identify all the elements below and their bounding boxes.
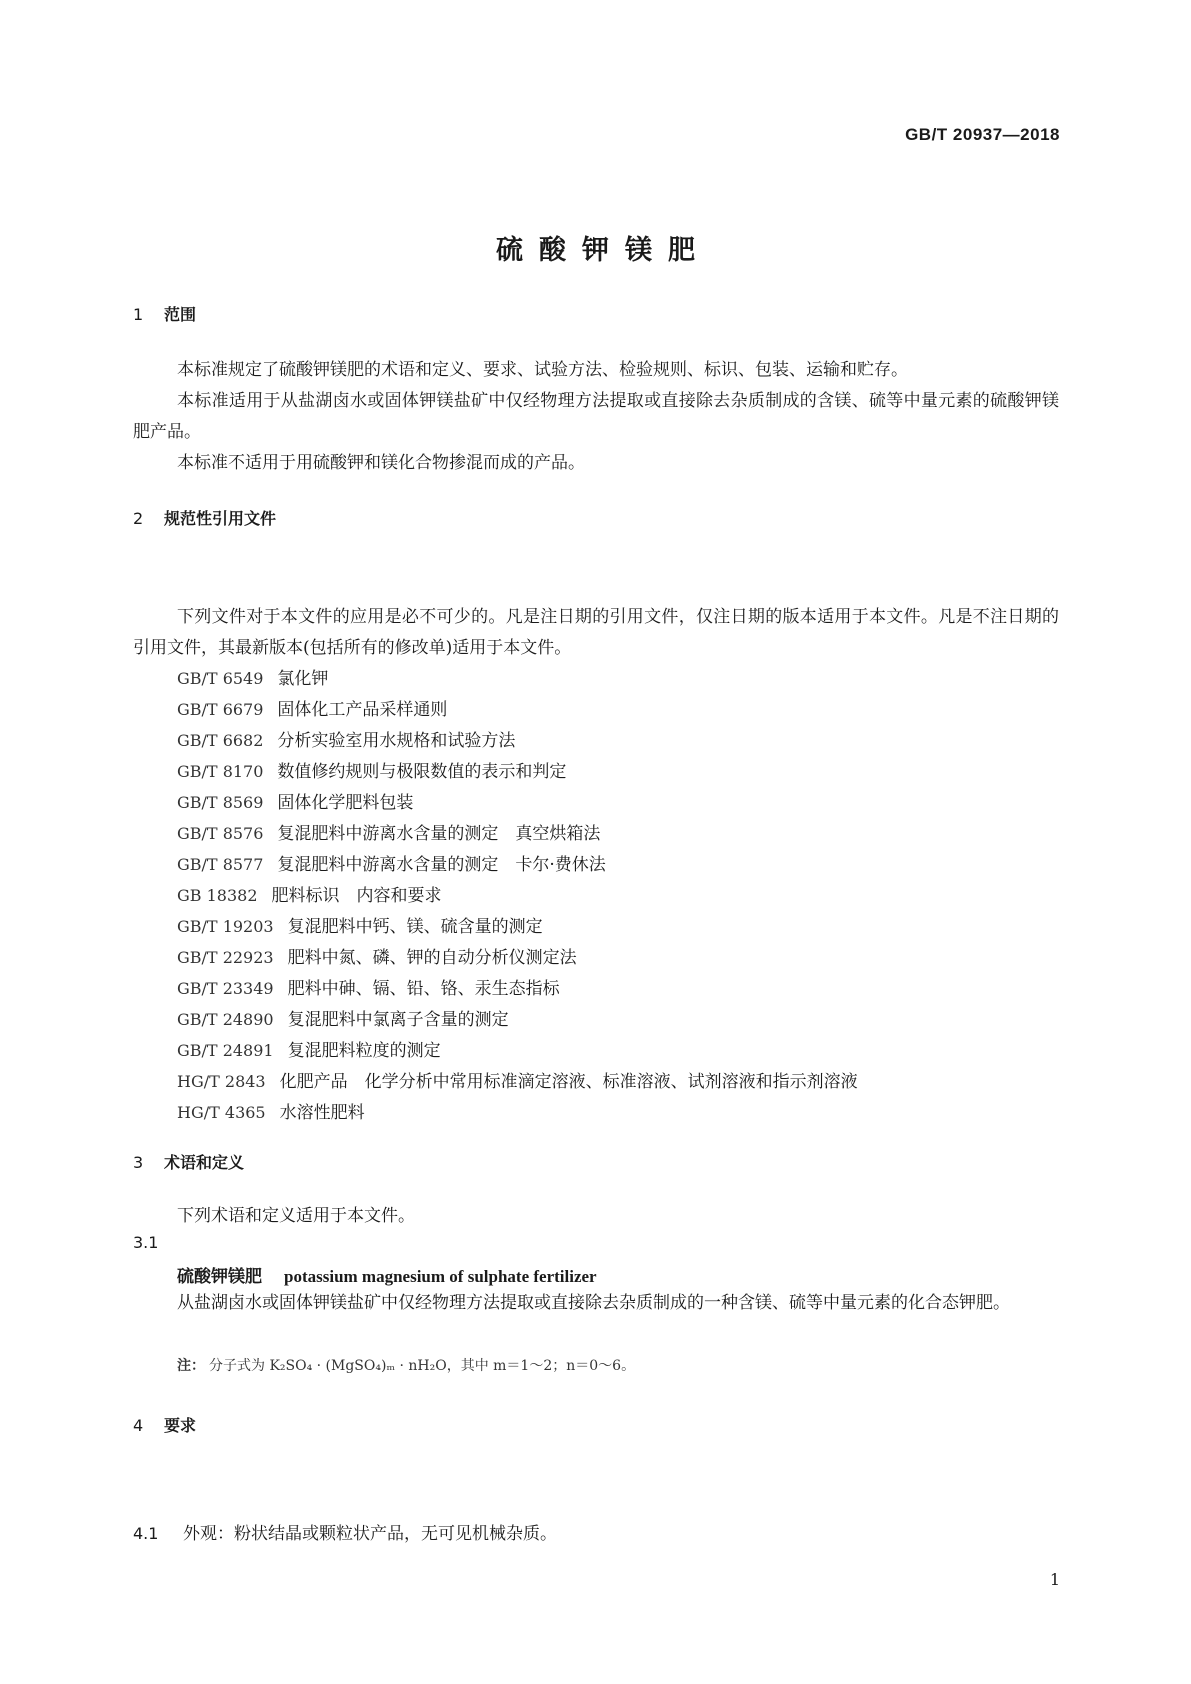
reference-code: GB/T 24890 (177, 1010, 274, 1029)
section-title: 要求 (164, 1416, 197, 1435)
reference-item (177, 911, 858, 942)
reference-code: GB/T 6679 (177, 700, 264, 719)
reference-item (177, 1097, 858, 1128)
reference-title: 肥料中砷、镉、铅、铬、汞生态指标 (287, 979, 560, 999)
reference-title: 水溶性肥料 (279, 1103, 365, 1123)
reference-code: GB/T 8569 (177, 793, 264, 812)
requirement-text: 外观：粉状结晶或颗粒状产品，无可见机械杂质。 (183, 1524, 557, 1544)
section-number: 1 (133, 305, 144, 324)
scope-paragraph-3: 本标准不适用于用硫酸钾和镁化合物掺混而成的产品。 (177, 453, 585, 473)
clause-number: 4.1 (133, 1524, 159, 1543)
term-entry (177, 1262, 597, 1287)
scope-paragraph-2: 本标准适用于从盐湖卤水或固体钾镁盐矿中仅经物理方法提取或直接除去杂质制成的含镁、硫等中量元素的硫酸钾镁肥产品。 (133, 391, 1059, 442)
reference-title: 分析实验室用水规格和试验方法 (277, 731, 516, 751)
reference-item (177, 973, 858, 1004)
reference-item (177, 942, 858, 973)
reference-title: 固体化工产品采样通则 (277, 700, 448, 720)
section-number: 2 (133, 509, 144, 528)
term-note (177, 1355, 635, 1375)
section-heading-terms-definitions (133, 1150, 244, 1173)
reference-title: 数值修约规则与极限数值的表示和判定 (277, 762, 567, 782)
reference-title: 复混肥料粒度的测定 (287, 1041, 441, 1061)
page-number: 1 (1049, 1570, 1060, 1589)
note-label: 注： (177, 1358, 205, 1374)
reference-item (177, 663, 858, 694)
reference-code: GB/T 8577 (177, 855, 264, 874)
reference-item (177, 694, 858, 725)
reference-code: GB/T 8576 (177, 824, 264, 843)
reference-item (177, 818, 858, 849)
reference-item (177, 1035, 858, 1066)
reference-code: GB/T 19203 (177, 917, 274, 936)
reference-code: GB/T 8170 (177, 762, 264, 781)
reference-code: GB/T 6549 (177, 669, 264, 688)
reference-code: GB/T 6682 (177, 731, 264, 750)
reference-item (177, 849, 858, 880)
reference-title: 固体化学肥料包装 (277, 793, 414, 813)
standard-code: GB/T 20937—2018 (905, 125, 1060, 144)
reference-code: HG/T 2843 (177, 1072, 266, 1091)
reference-title: 化肥产品 化学分析中常用标准滴定溶液、标准溶液、试剂溶液和指示剂溶液 (279, 1072, 858, 1092)
section-title: 规范性引用文件 (164, 509, 277, 528)
term-definition: 从盐湖卤水或固体钾镁盐矿中仅经物理方法提取或直接除去杂质制成的一种含镁、硫等中量元素的化合态钾肥。 (177, 1293, 1010, 1313)
reference-list (177, 663, 858, 1128)
reference-code: GB/T 22923 (177, 948, 274, 967)
section-number: 4 (133, 1416, 144, 1435)
reference-item (177, 880, 858, 911)
reference-title: 复混肥料中游离水含量的测定 真空烘箱法 (277, 824, 601, 844)
section-heading-requirements (133, 1413, 196, 1436)
reference-item (177, 725, 858, 756)
reference-item (177, 1066, 858, 1097)
reference-code: GB/T 24891 (177, 1041, 274, 1060)
term-english: potassium magnesium of sulphate fertilizer (284, 1267, 597, 1286)
reference-item (177, 756, 858, 787)
requirement-appearance (133, 1519, 557, 1544)
reference-title: 氯化钾 (277, 669, 329, 689)
reference-item (177, 787, 858, 818)
reference-code: GB/T 23349 (177, 979, 274, 998)
section-number: 3 (133, 1153, 144, 1172)
reference-item (177, 1004, 858, 1035)
reference-title: 复混肥料中氯离子含量的测定 (287, 1010, 509, 1030)
term-chinese: 硫酸钾镁肥 (177, 1267, 262, 1287)
section-title: 范围 (164, 305, 197, 324)
reference-title: 复混肥料中游离水含量的测定 卡尔·费休法 (277, 855, 606, 875)
scope-paragraph-1: 本标准规定了硫酸钾镁肥的术语和定义、要求、试验方法、检验规则、标识、包装、运输和贮存。 (177, 360, 908, 380)
reference-title: 肥料中氮、磷、钾的自动分析仪测定法 (287, 948, 577, 968)
section-title: 术语和定义 (164, 1153, 245, 1172)
references-intro: 下列文件对于本文件的应用是必不可少的。凡是注日期的引用文件，仅注日期的版本适用于本文件。凡是不注日期的引用文件，其最新版本(包括所有的修改单)适用于本文件。 (133, 607, 1059, 658)
section-heading-scope (133, 302, 196, 325)
reference-title: 复混肥料中钙、镁、硫含量的测定 (287, 917, 543, 937)
reference-title: 肥料标识 内容和要求 (271, 886, 442, 906)
reference-code: HG/T 4365 (177, 1103, 266, 1122)
note-text: 分子式为 K₂SO₄ · (MgSO₄)ₘ · nH₂O，其中 m＝1～2；n＝0～6。 (209, 1358, 636, 1374)
document-title: 硫酸钾镁肥 (496, 235, 711, 266)
clause-number: 3.1 (133, 1233, 159, 1252)
terms-intro: 下列术语和定义适用于本文件。 (177, 1206, 415, 1226)
reference-code: GB 18382 (177, 886, 258, 905)
section-heading-normative-references (133, 506, 276, 529)
